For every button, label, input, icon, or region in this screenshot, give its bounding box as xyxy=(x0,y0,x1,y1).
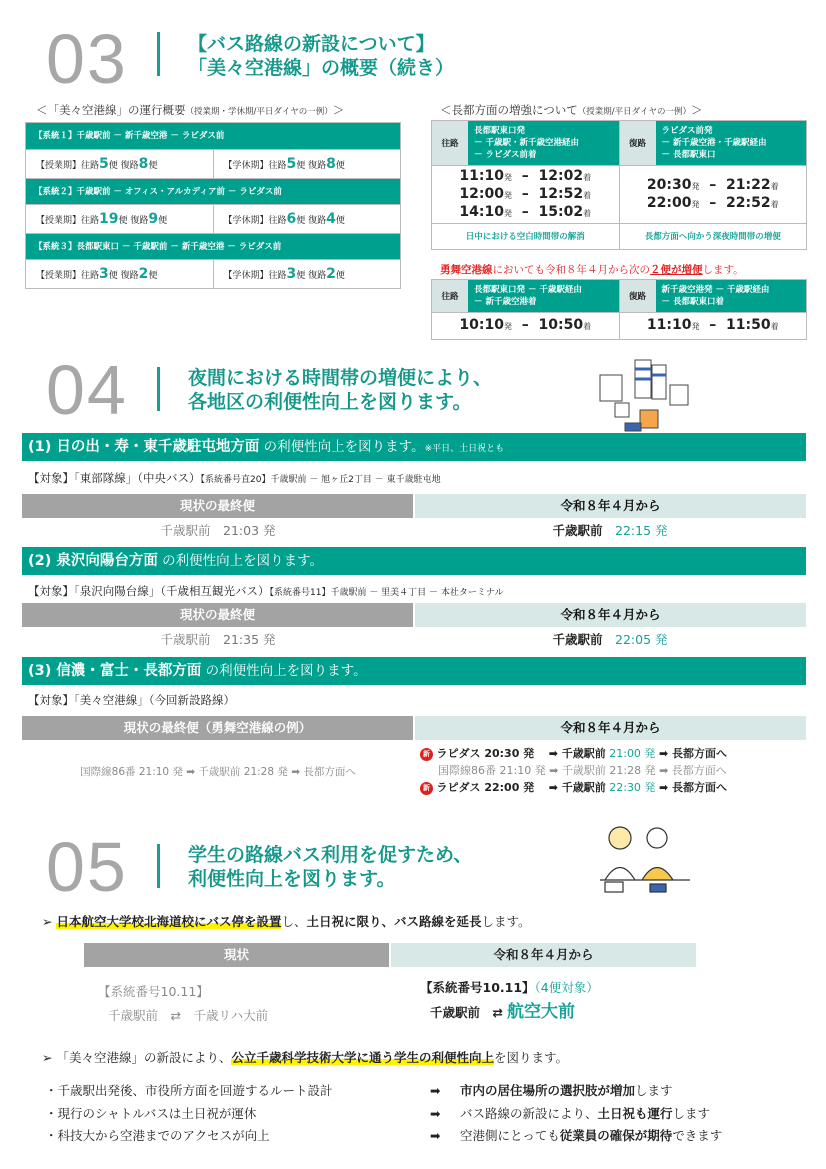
outbound-desc: 長都駅東口発 － 千歳駅・新千歳空港経由 － ラピダス前着 xyxy=(468,121,619,165)
system-3-row xyxy=(26,259,400,288)
outbound-label: 往路 xyxy=(432,280,468,312)
outbound-note: 日中における空白時間帯の解消 xyxy=(465,232,585,242)
caption-end: ＞ xyxy=(332,103,345,117)
benefit-row: ・現行のシャトルバスは土日祝が運休 ➡ バス路線の新設により、土日祝も運行します xyxy=(45,1105,711,1121)
system-1-row xyxy=(26,149,400,178)
campus-compare-header: 現状 令和８年４月から xyxy=(84,943,696,967)
campus-new-route: 【系統番号10.11】（4便対象） 千歳駅前 ⇄ 航空大前 xyxy=(420,980,599,1022)
area-2-target: 【対象】「泉沢向陽台線」（千歳相互観光バス）【系統番号11】千歳駅前 － 里美４丁目 － 本社ターミナル xyxy=(28,584,504,598)
outbound-label: 往路 xyxy=(432,121,468,165)
route-overview-caption xyxy=(36,102,344,118)
city-illustration-icon xyxy=(590,355,695,435)
break-period-cell: 【学休期】往路6便 復路4便 xyxy=(213,205,401,233)
area-3-current: 国際線86番 21:10 発 ➡ 千歳駅前 21:28 発 ➡ 長都方面へ xyxy=(80,766,356,778)
benefit-row: ・科技大から空港までのアクセスが向上 ➡ 空港側にとっても従業員の確保が期待できます xyxy=(45,1128,723,1143)
break-period-cell: 【学休期】往路5便 復路8便 xyxy=(213,150,401,178)
return-time: 11:10発 – 11:50着 xyxy=(619,313,807,339)
area-3-new-schedule xyxy=(420,745,727,796)
benefit-row: ・千歳駅出発後、市役所方面を回遊するルート設計 ➡ 市内の居住場所の選択肢が増加します xyxy=(45,1083,673,1098)
yufutsu-table xyxy=(431,279,807,340)
new-trip-line: 新 ラピダス 20:30 発 ➡ 千歳駅前 21:00 発 ➡ 長都方面へ xyxy=(420,745,727,762)
students-illustration-icon xyxy=(595,820,695,900)
return-note: 長都方面へ向かう深夜時間帯の増便 xyxy=(619,224,807,249)
term-period-cell: 【授業期】往路19便 復路9便 xyxy=(36,211,168,227)
area-3-target: 【対象】「美々空港線」（今回新設路線） xyxy=(28,693,235,707)
break-period-cell: 【学休期】往路3便 復路2便 xyxy=(213,260,401,288)
title-line-2: 「美々空港線」の概要（続き） xyxy=(188,57,455,79)
area-1-heading: (1) 日の出・寿・東千歳駐屯地方面 の利便性向上を図ります。※平日、土日祝とも xyxy=(22,433,806,461)
section-divider xyxy=(157,367,160,411)
route-overview-table xyxy=(25,122,401,289)
area-1-target: 【対象】「東部隊線」（中央バス）【系統番号直20】千歳駅前 － 旭ヶ丘2丁目 － 東千歳駐屯地 xyxy=(28,471,441,485)
return-desc: 新千歳空港発 － 千歳駅経由 － 長都駅東口着 xyxy=(656,280,807,312)
return-label: 復路 xyxy=(620,121,656,165)
area-3-heading: (3) 信濃・富士・長都方面 の利便性向上を図ります。 xyxy=(22,657,806,685)
section-divider xyxy=(157,844,160,888)
section-number-03: 03 xyxy=(46,20,128,98)
system-3-header: 【系統３】長都駅東口 － 千歳駅前 － 新千歳空港 － ラピダス前 xyxy=(26,233,400,259)
return-desc: ラピダス前発 － 新千歳空港・千歳駅経由 － 長都駅東口 xyxy=(656,121,807,165)
area-1-compare-header: 現状の最終便 令和８年４月から xyxy=(22,494,806,518)
outbound-times: 11:10発 – 12:02着 12:00発 – 12:52着 14:10発 – 15:02着 xyxy=(459,167,592,220)
term-period-cell: 【授業期】往路5便 復路8便 xyxy=(36,156,158,172)
campus-current-route: 【系統番号10.11】 千歳駅前 ⇄ 千歳リハ大前 xyxy=(98,984,269,1023)
title-line-1: 【バス路線の新設について】 xyxy=(188,33,435,55)
section-number-04: 04 xyxy=(46,351,128,429)
new-badge-icon: 新 xyxy=(420,782,433,795)
caption-note: （授業期・学休期/平日ダイヤの一例） xyxy=(185,107,333,117)
benefits-list xyxy=(45,1080,805,1148)
point-2: ➢ 「美々空港線」の新設により、公立千歳科学技術大学に通う学生の利便性向上を図ります。 xyxy=(42,1050,569,1065)
return-times: 20:30発 – 21:22着 22:00発 – 22:52着 xyxy=(619,166,807,223)
area-3-compare-header: 現状の最終便（勇舞空港線の例） 令和８年４月から xyxy=(22,716,806,740)
section-divider xyxy=(157,32,160,76)
area-1-compare-body: 千歳駅前 21:03 発 千歳駅前 22:15 発 xyxy=(160,523,668,538)
section-number-05: 05 xyxy=(46,828,128,906)
outbound-desc: 長都駅東口発 － 千歳駅経由 － 新千歳空港着 xyxy=(468,280,619,312)
area-2-heading: (2) 泉沢向陽台方面 の利便性向上を図ります。 xyxy=(22,547,806,575)
section-04-title: 夜間における時間帯の増便により、 各地区の利便性向上を図ります。 xyxy=(188,367,493,413)
section-05-title: 学生の路線バス利用を促すため、 利便性向上を図ります。 xyxy=(188,844,473,890)
system-2-header: 【系統２】千歳駅前 － オフィス・アルカディア前 － ラピダス前 xyxy=(26,178,400,204)
new-badge-icon: 新 xyxy=(420,748,433,761)
existing-trip-line: 国際線86番 21:10 発 ➡ 千歳駅前 21:28 発 ➡ 長都方面へ xyxy=(438,764,727,777)
yufutsu-notice: 勇舞空港線においても令和８年４月から次の２便が増便します。 xyxy=(440,264,744,276)
point-1: ➢ 日本航空大学校北海道校にバス停を設置し、土日祝に限り、バス路線を延長します。 xyxy=(42,914,531,929)
system-1-header: 【系統１】千歳駅前 － 新千歳空港 － ラピダス前 xyxy=(26,123,400,149)
term-period-cell: 【授業期】往路3便 復路2便 xyxy=(36,266,158,282)
osatsu-caption: ＜長都方面の増強について（授業期/平日ダイヤの一例）＞ xyxy=(440,103,703,117)
osatsu-table xyxy=(431,120,807,250)
outbound-time: 10:10発 – 10:50着 xyxy=(459,317,592,333)
new-trip-line: 新 ラピダス 22:00 発 ➡ 千歳駅前 22:30 発 ➡ 長都方面へ xyxy=(420,779,727,796)
system-2-row xyxy=(26,204,400,233)
area-2-compare-body: 千歳駅前 21:35 発 千歳駅前 22:05 発 xyxy=(160,632,668,647)
caption-text: ＜「美々空港線」の運行概要 xyxy=(36,103,186,117)
section-03-title xyxy=(188,32,454,80)
area-2-compare-header: 現状の最終便 令和８年４月から xyxy=(22,603,806,627)
return-label: 復路 xyxy=(620,280,656,312)
